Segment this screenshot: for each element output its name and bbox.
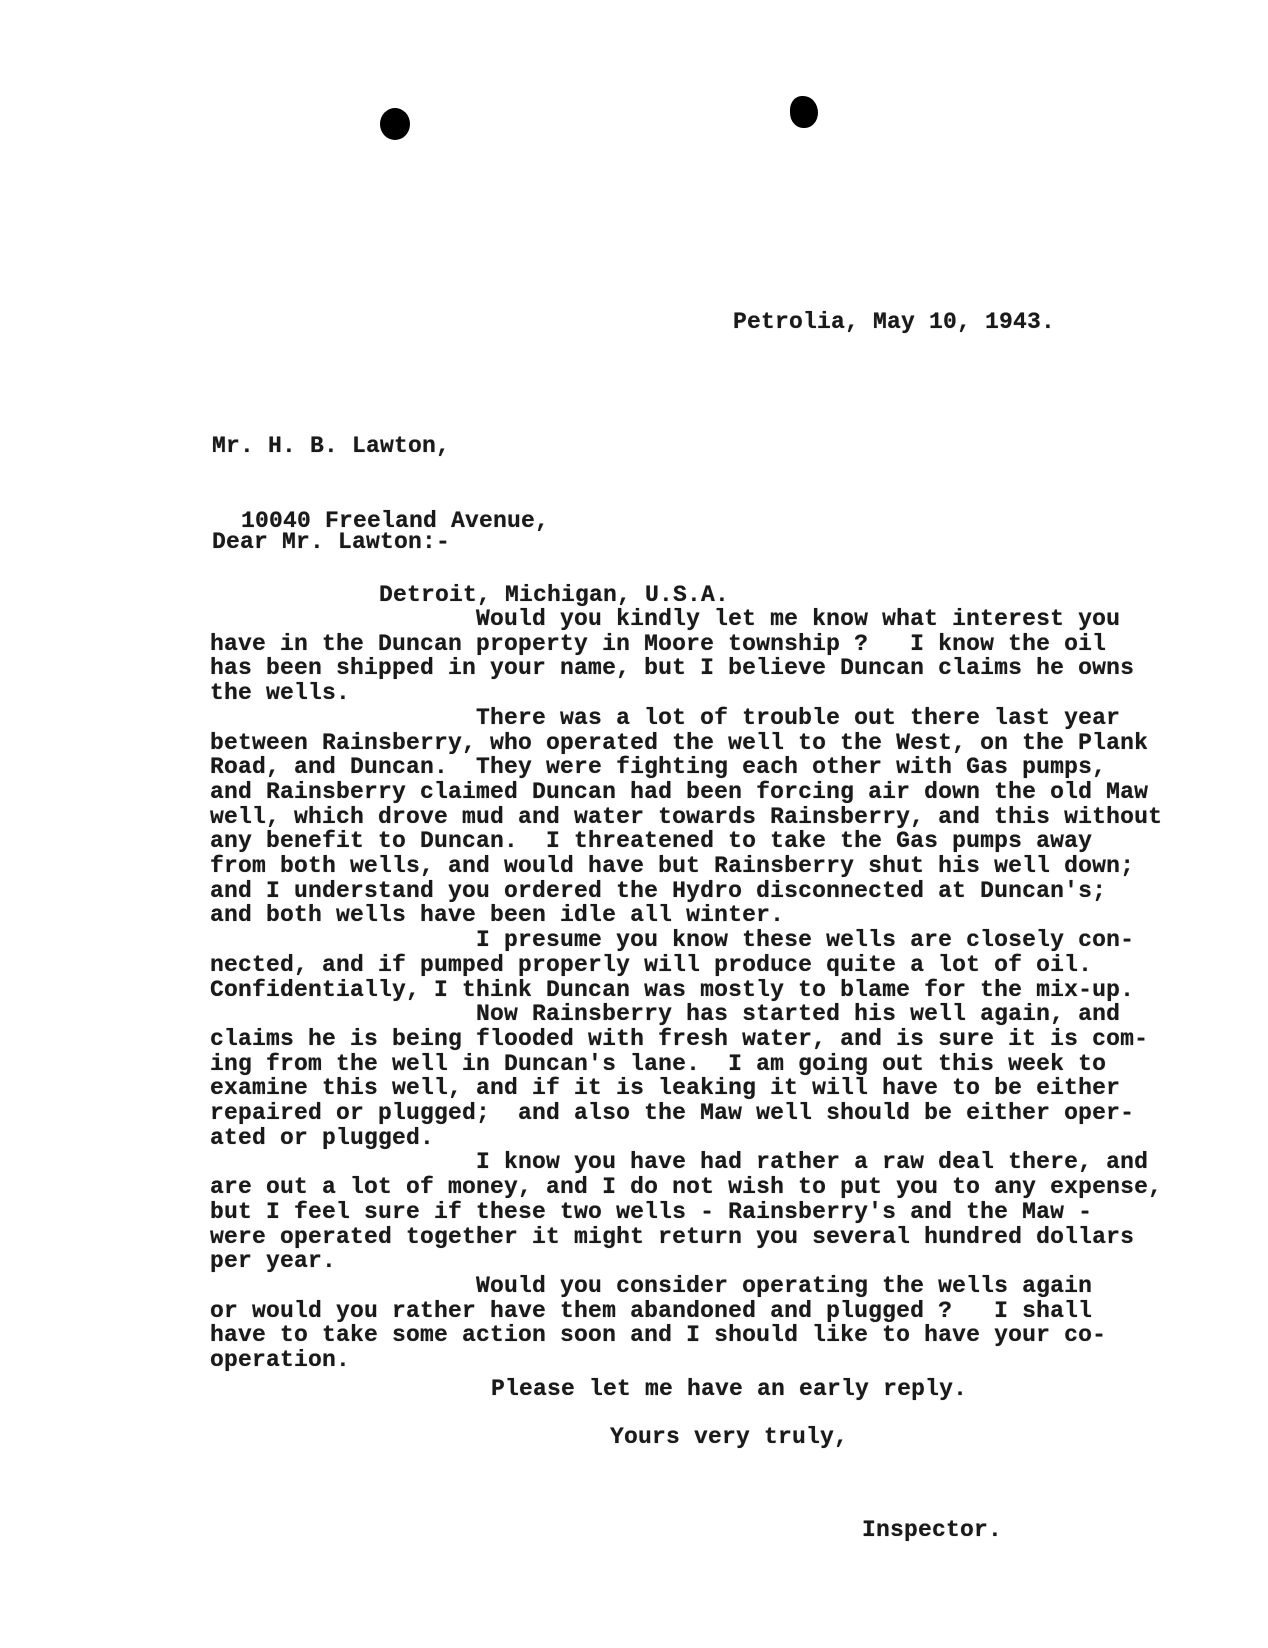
- body-line: Would you consider operating the wells again: [210, 1272, 1093, 1299]
- recipient-name: Mr. H. B. Lawton,: [212, 433, 451, 460]
- body-line: nected, and if pumped properly will produce quite a lot of oil.: [210, 951, 1093, 978]
- body-line: examine this well, and if it is leaking it will have to be either: [210, 1075, 1121, 1102]
- body-line: Confidentially, I think Duncan was mostly to blame for the mix-up.: [210, 976, 1135, 1003]
- body-line: ated or plugged.: [210, 1124, 435, 1151]
- body-line: Now Rainsberry has started his well again, and: [210, 1001, 1121, 1028]
- punch-hole-left: [380, 108, 410, 140]
- body-line: claims he is being flooded with fresh water, and is sure it is com-: [210, 1025, 1149, 1052]
- body-line: any benefit to Duncan. I threatened to take the Gas pumps away: [210, 828, 1093, 855]
- body-line: I know you have had rather a raw deal there, and: [210, 1149, 1149, 1176]
- body-line: have to take some action soon and I should like to have your co-: [210, 1322, 1107, 1349]
- body-line: or would you rather have them abandoned and plugged ? I shall: [210, 1297, 1093, 1324]
- body-line: I presume you know these wells are closely con-: [210, 927, 1135, 954]
- body-line: well, which drove mud and water towards Rainsberry, and this without: [210, 803, 1163, 830]
- body-line: were operated together it might return you several hundred dollars: [210, 1223, 1135, 1250]
- body-line: repaired or plugged; and also the Maw well should be either oper-: [210, 1100, 1135, 1127]
- body-line: have in the Duncan property in Moore township ? I know the oil: [210, 630, 1107, 657]
- body-line: and Rainsberry claimed Duncan had been forcing air down the old Maw: [210, 778, 1149, 805]
- valediction: Yours very truly,: [610, 1424, 849, 1450]
- recipient-street: 10040 Freeland Avenue,: [241, 507, 550, 534]
- body-line: between Rainsberry, who operated the well to the West, on the Plank: [210, 729, 1149, 756]
- body-line: operation.: [210, 1347, 351, 1374]
- punch-hole-right: [790, 96, 818, 128]
- letter-body: [210, 607, 1230, 1373]
- body-line: ing from the well in Duncan's lane. I am going out this week to: [210, 1050, 1107, 1077]
- body-line: Road, and Duncan. They were fighting each other with Gas pumps,: [210, 754, 1107, 781]
- body-line: the wells.: [210, 680, 351, 707]
- body-line: has been shipped in your name, but I believe Duncan claims he owns: [210, 655, 1135, 682]
- salutation: Dear Mr. Lawton:-: [212, 529, 451, 555]
- body-line: Would you kindly let me know what interest you: [210, 606, 1121, 632]
- signature-title: Inspector.: [862, 1517, 1003, 1543]
- body-line: but I feel sure if these two wells - Rainsberry's and the Maw -: [210, 1198, 1093, 1225]
- body-line: and both wells have been idle all winter.: [210, 902, 785, 929]
- body-line: per year.: [210, 1248, 337, 1275]
- letter-date: Petrolia, May 10, 1943.: [733, 309, 1056, 335]
- body-line: There was a lot of trouble out there last year: [210, 704, 1121, 731]
- closing-line: Please let me have an early reply.: [491, 1376, 968, 1402]
- recipient-city: Detroit, Michigan, U.S.A.: [379, 581, 730, 608]
- body-line: and I understand you ordered the Hydro disconnected at Duncan's;: [210, 877, 1107, 904]
- body-line: are out a lot of money, and I do not wish to put you to any expense,: [210, 1174, 1163, 1201]
- body-line: from both wells, and would have but Rainsberry shut his well down;: [210, 853, 1135, 880]
